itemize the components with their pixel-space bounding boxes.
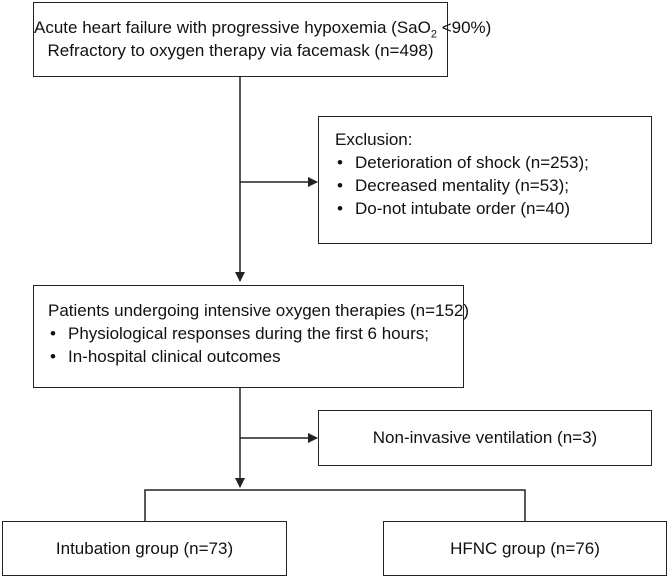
split-bracket — [145, 490, 525, 521]
intensive-item: • In-hospital clinical outcomes — [48, 345, 463, 368]
exclusion-item: • Deterioration of shock (n=253); — [335, 151, 651, 174]
intensive-item: • Physiological responses during the first 6 hours; — [48, 322, 463, 345]
initial-line-2: Refractory to oxygen therapy via facemask (n=498) — [47, 41, 434, 60]
box-exclusion — [318, 116, 652, 244]
box-intensive-oxygen — [33, 285, 470, 388]
box-initial-population — [33, 2, 492, 77]
initial-line-1: Acute heart failure with progressive hypoxemia (SaO$_2$ <90%) — [34, 18, 492, 41]
exclusion-item: • Do-not intubate order (n=40) — [335, 197, 651, 220]
exclusion-item: • Decreased mentality (n=53); — [335, 174, 651, 197]
box-hfnc-group: HFNC group (n=76) — [383, 521, 667, 576]
box-intubation-group: Intubation group (n=73) — [2, 521, 287, 576]
box-niv: Non-invasive ventilation (n=3) — [318, 410, 652, 466]
intensive-title: Patients undergoing intensive oxygen therapies (n=152) — [48, 301, 470, 320]
exclusion-title: Exclusion: — [335, 130, 413, 149]
